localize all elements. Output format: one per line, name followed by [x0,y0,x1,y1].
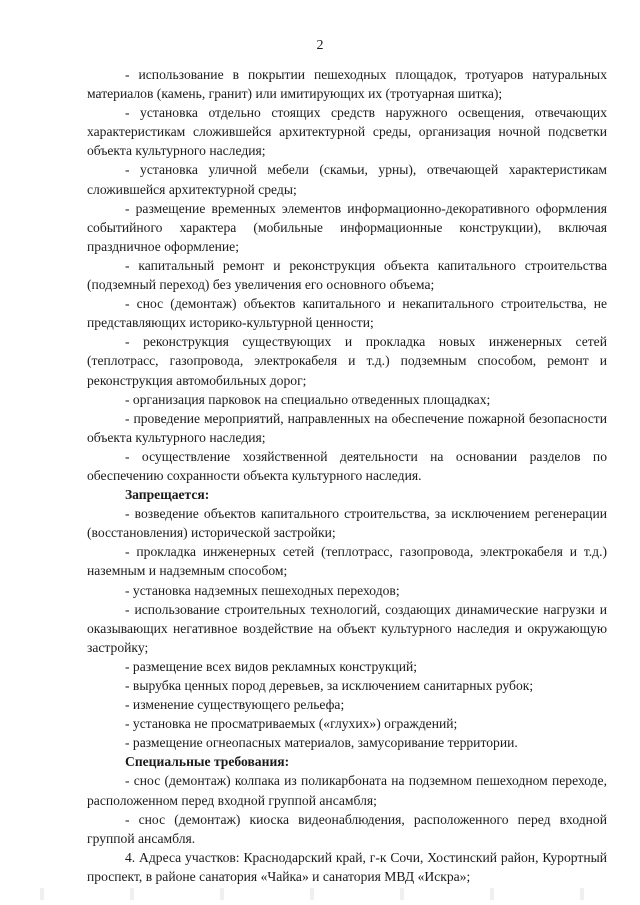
addresses-paragraph: 4. Адреса участков: Краснодарский край, г-к Сочи, Хостинский район, Курортный проспект, в районе санатория «Чайка» и санатория МВД «Искра»; [87,849,607,884]
prohibited-item: - изменение существующего рельефа; [125,697,345,713]
paragraph-economic-activity: - осуществление хозяйственной деятельности на основании разделов по обеспечению сохранности объекта культурного наследия. [87,448,607,483]
scan-artifact [0,888,640,900]
prohibited-item: - размещение всех видов рекламных конструкций; [125,658,418,674]
paragraph-demolition: - снос (демонтаж) объектов капитального и некапитального строительства, не представляющих историко-культурной ценности; [87,296,607,331]
special-requirement-item: - снос (демонтаж) киоска видеонаблюдения, расположенного перед входной группой ансамбля. [87,811,607,846]
paragraph-street-furniture: - установка уличной мебели (скамьи, урны), отвечающей характеристикам сложившейся архитектурной среды; [87,162,607,197]
special-requirements-heading: Специальные требования: [125,754,290,770]
paragraph-capital-repair: - капитальный ремонт и реконструкция объекта капитального строительства (подземный переход) без увеличения его основного объема; [87,257,607,293]
document-body [87,65,607,886]
paragraph-parking: - организация парковок на специально отведенных площадках; [125,391,491,407]
paragraph-fire-safety: - проведение мероприятий, направленных на обеспечение пожарной безопасности объекта культурного наследия; [87,410,607,445]
prohibited-item: - прокладка инженерных сетей (теплотрасс, газопровода, электрокабеля и т.д.) наземным и надземным способом; [87,544,607,579]
prohibited-item: - возведение объектов капитального строительства, за исключением регенерации (восстановления) исторической застройки; [87,506,607,541]
page-number: 2 [316,38,324,53]
prohibited-item: - установка не просматриваемых («глухих») ограждений; [125,716,458,732]
paragraph-temporary-elements: - размещение временных элементов информационно-декоративного оформления событийного характера (мобильные информационные конструкции), включая праздничное оформление; [87,200,607,254]
prohibited-item: - использование строительных технологий, создающих динамические нагрузки и оказывающих негативное воздействие на объект культурного наследия и окружающую застройку; [87,601,607,655]
prohibited-item: - установка надземных пешеходных переходов; [125,582,400,598]
prohibited-item: - вырубка ценных пород деревьев, за исключением санитарных рубок; [125,678,534,693]
paragraph-lighting: - установка отдельно стоящих средств наружного освещения, отвечающих характеристикам сложившейся архитектурной среды, организация ночной подсветки объекта культурного наследия; [87,105,607,159]
prohibited-item: - размещение огнеопасных материалов, замусоривание территории. [125,735,518,751]
special-requirement-item: - снос (демонтаж) колпака из поликарбоната на подземном пешеходном переходе, расположенном перед входной группой ансамбля; [87,773,607,808]
prohibited-heading: Запрещается: [125,487,210,503]
paragraph-engineering-networks: - реконструкция существующих и прокладка новых инженерных сетей (теплотрасс, газопровода, электрокабеля и т.д.) подземным способом, ремонт и реконструкция автомобильных дорог; [87,334,607,388]
paragraph-paving: - использование в покрытии пешеходных площадок, тротуаров натуральных материалов (камень, гранит) или имитирующих их (тротуарная шитка); [87,67,607,102]
